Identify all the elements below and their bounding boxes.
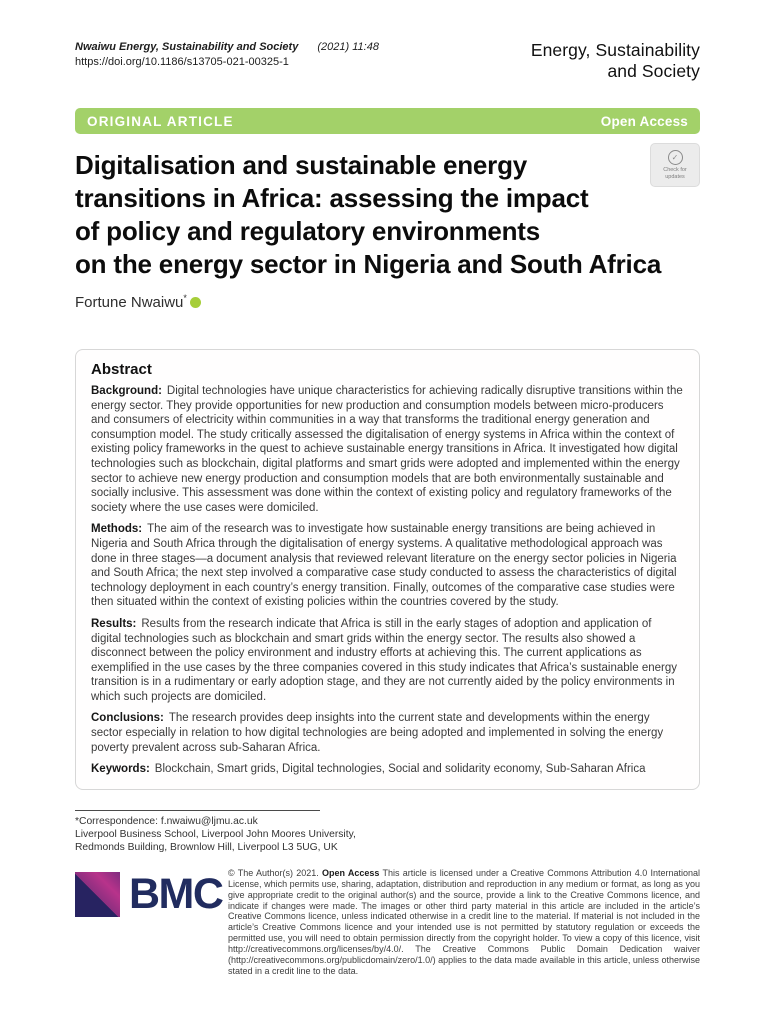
author-name: Fortune Nwaiwu	[75, 294, 184, 311]
article-type-banner	[75, 108, 700, 134]
abstract-conclusions-label: Conclusions:	[91, 712, 164, 725]
doi-link[interactable]: https://doi.org/10.1186/s13705-021-00325-1	[75, 56, 289, 68]
bmc-logo-text: BMC	[129, 869, 223, 918]
page-title	[75, 149, 700, 281]
check-for-updates-label: Check for updates	[663, 167, 687, 180]
affiliation-text: Liverpool Business School, Liverpool John Moores University, Redmonds Building, Brownlow Hill, Liverpool L3 5UG, UK	[75, 828, 356, 853]
abstract-conclusions-text: The research provides deep insights into the current state and developments within the energy sector especially in relation to how digital technologies are being adopted and implemented in solving the energy poverty prevalent across sub-Saharan Africa.	[91, 712, 664, 754]
abstract-results-label: Results:	[91, 617, 137, 630]
orcid-icon[interactable]	[190, 297, 201, 308]
abstract-conclusions	[91, 711, 684, 755]
abstract-methods-label: Methods:	[91, 523, 143, 536]
journal-name-line2: and Society	[607, 61, 700, 81]
author-line	[75, 294, 700, 311]
title-line-4: on the energy sector in Nigeria and South Africa	[75, 249, 662, 279]
footnote-divider	[75, 810, 320, 811]
abstract-background	[91, 384, 684, 515]
abstract-keywords-text: Blockchain, Smart grids, Digital technologies, Social and solidarity economy, Sub-Saharan Africa	[154, 763, 646, 776]
license-text	[228, 868, 700, 977]
journal-name-line1: Energy, Sustainability	[530, 40, 700, 60]
abstract-keywords	[91, 762, 684, 777]
citation-journal: Energy, Sustainability and Society	[119, 41, 299, 53]
bmc-logo-icon	[75, 872, 120, 917]
check-for-updates-badge[interactable]	[650, 143, 700, 187]
correspondence-label: *Correspondence:	[75, 815, 161, 827]
footnote	[75, 810, 700, 854]
correspondence-email[interactable]: f.nwaiwu@ljmu.ac.uk	[160, 815, 258, 827]
abstract-box	[75, 349, 700, 790]
check-for-updates-icon: ✓	[668, 150, 683, 165]
abstract-methods-text: The aim of the research was to investigate how sustainable energy transitions are being achieved in Nigeria and South Africa through the digitalisation of energy systems. A qualitative methodological approach was done in three stages—a document analysis that reviewed relevant literature on the energy sector policies in Nigeria and South Africa; the next step involved a comparative case study conducted to assess the characteristics of digital technology deployment in each country’s energy transition. Finally, outcomes of the comparative case studies were then situated within the context of existing policies within the countries covered by the study.	[91, 523, 677, 609]
title-line-2: transitions in Africa: assessing the impact	[75, 183, 589, 213]
license-open-access: Open Access	[321, 867, 380, 878]
abstract-heading: Abstract	[91, 361, 152, 378]
correspondence-line	[75, 815, 405, 828]
page-header	[75, 40, 700, 82]
citation-line	[75, 40, 379, 55]
article-type-label: ORIGINAL ARTICLE	[87, 113, 234, 129]
bmc-logo	[75, 869, 228, 918]
license-copyright: © The Author(s) 2021.	[228, 867, 322, 878]
abstract-background-text: Digital technologies have unique characteristics for achieving radically disruptive transitions within the energy sector. They provide opportunities for new production and consumption models between micro-producers and consumers of electricity within communities in a way that transforms the traditional energy generation and consumption model. The study critically assessed the digitalisation of energy systems in Africa within the context of existing policy frameworks in the quest to achieve sustainable energy transitions in Africa. It investigated how digital technologies such as blockchain, digital platforms and smart grids were adopted and implemented within the energy sector to achieve new energy production and consumption models that are both environmentally sustainable and socially inclusive. This assessment was done within the context of existing policy and regulatory frameworks of the society where the use cases were domiciled.	[91, 385, 683, 514]
abstract-keywords-label: Keywords:	[91, 763, 150, 776]
page-footer	[75, 868, 700, 977]
abstract-results	[91, 617, 684, 705]
title-line-1: Digitalisation and sustainable energy	[75, 150, 528, 180]
abstract-methods	[91, 522, 684, 610]
title-line-3: of policy and regulatory environments	[75, 216, 541, 246]
journal-name	[531, 40, 700, 82]
abstract-background-label: Background:	[91, 385, 162, 397]
abstract-results-text: Results from the research indicate that Africa is still in the early stages of adoption and application of digital technologies such as blockchain and smart grids within the energy sector. The results also showed a disconnect between the policy environment and industry efforts at achieving this. The current applications as exemplified in the use cases by the three companies covered in this study indicates that Africa’s sustainable energy transition is in a rudimentary or early adoption stage, and they are not currently aided by the policy environments in which such projects are domiciled.	[91, 617, 677, 703]
citation-author: Nwaiwu	[75, 41, 116, 53]
correspondence-asterisk: *	[183, 292, 187, 303]
citation-issue: (2021) 11:48	[317, 41, 379, 53]
citation-block	[75, 40, 379, 70]
open-access-label: Open Access	[600, 113, 688, 129]
license-body: This article is licensed under a Creative Commons Attribution 4.0 International License, which permits use, sharing, adaptation, distribution and reproduction in any medium or format, as long as you give appropriate credit to the original author(s) and the source, provide a link to the Creative Commons licence, and indicate if changes were made. The images or other third party material in this article are included in the article’s Creative Commons licence, unless indicated otherwise in a credit line to the material. If material is not included in the article’s Creative Commons licence and your intended use is not permitted by statutory regulation or exceeds the permitted use, you will need to obtain permission directly from the copyright holder. To view a copy of this licence, visit http://creativecommons.org/licenses/by/4.0/. The Creative Commons Public Domain Dedication waiver (http://creativecommons.org/publicdomain/zero/1.0/) applies to the data made available in this article, unless otherwise stated in a credit line to the data.	[228, 867, 700, 976]
